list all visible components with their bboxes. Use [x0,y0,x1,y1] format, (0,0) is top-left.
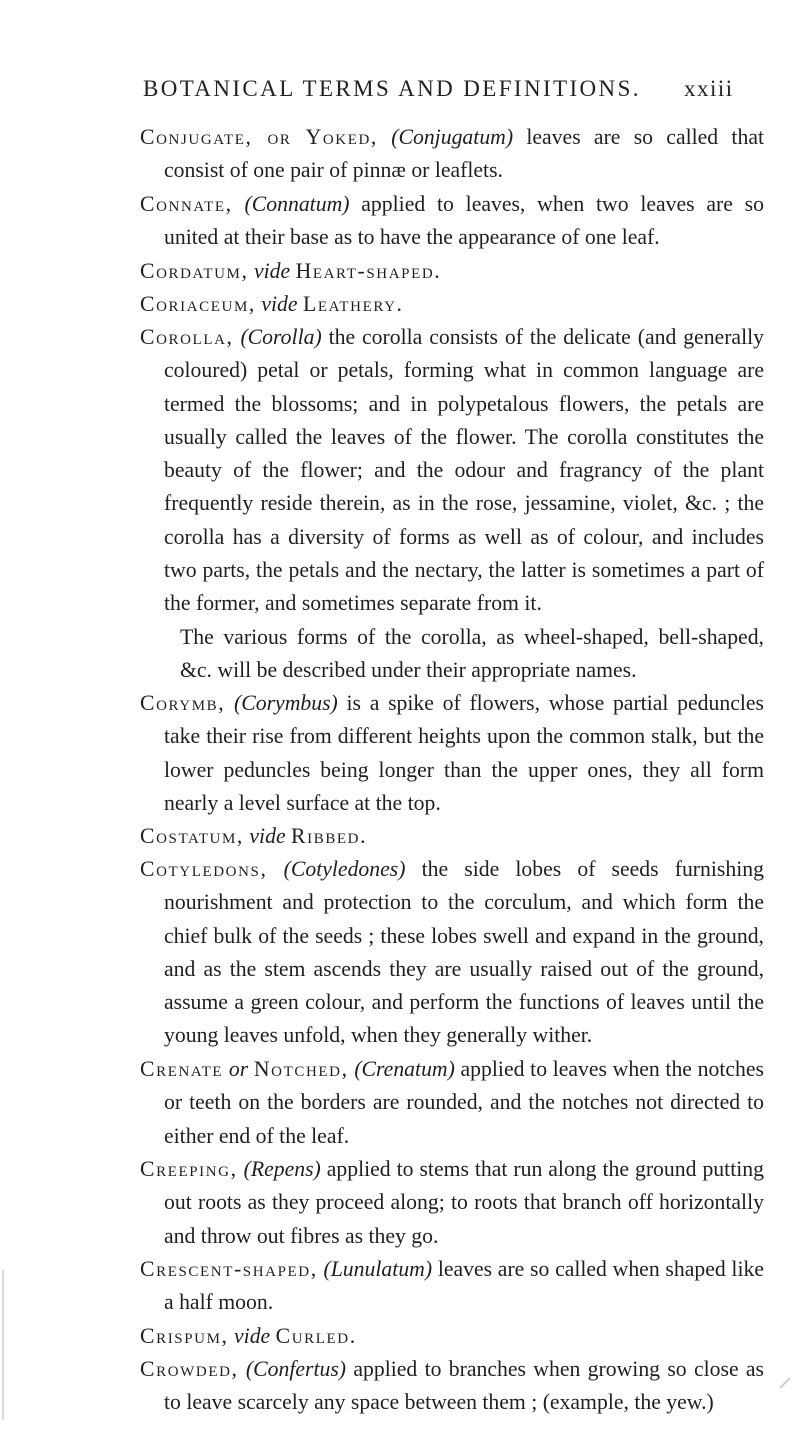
running-title: BOTANICAL TERMS AND DEFINITIONS. [143,76,641,101]
entry-latin-name: (Confertus) [245,1357,347,1381]
entry-term-alt: Notched, [253,1057,349,1081]
entry-definition: the side lobes of seeds furnishing nourishment and protection to the corculum, and which form the chief bulk of the seeds ; these lobes swell and expand in the ground, and as the stem ascends they are usually raised out of the ground, assume a green colour, and perform the functions of leaves until the young leaves unfold, when they generally wither. [164,857,764,1048]
page-edge-shadow [2,1270,4,1420]
entry-term: Cotyledons, [140,857,268,881]
entry-definition: applied to stems that run along the ground putting out roots as they proceed along; to roots that branch off horizontally and throw out fibres as they go. [164,1157,764,1248]
entry-crowded [140,1353,764,1420]
entry-latin-name: (Corymbus) [234,691,338,715]
entry-crispum [140,1320,764,1353]
entry-connate [140,188,764,255]
entry-term: Corymb, [140,691,226,715]
entry-term: Conjugate, or Yoked, [140,125,378,149]
entry-vide: vide [261,292,298,316]
entry-vide: vide [253,259,291,283]
entry-term: Coriaceum, [140,292,256,316]
entry-definition: applied to branches when growing so close as to leave scarcely any space between them ; (example, the yew.) [164,1357,765,1415]
entry-costatum [140,820,764,853]
entry-cordatum [140,255,764,288]
entry-creeping [140,1153,764,1253]
entry-term: Crispum, [140,1324,229,1348]
entry-crescent-shaped [140,1253,764,1320]
entry-cross-reference: Leathery. [302,292,404,316]
entry-conjugate [140,121,764,188]
entry-latin-name: (Lunulatum) [323,1257,433,1281]
entry-definition: leaves are so called when shaped like a half moon. [164,1257,764,1315]
entry-definition: leaves are so called that consist of one pair of pinnæ or leaflets. [164,125,764,183]
entry-cross-reference: Ribbed. [291,824,368,848]
entry-latin-name: (Crenatum) [354,1057,455,1081]
entry-definition: applied to leaves, when two leaves are so united at their base as to have the appearance of one leaf. [164,192,764,250]
entry-definition: is a spike of flowers, whose partial peduncles take their rise from different heights upon the common stalk, but the lower peduncles being longer than the upper ones, they all form nearly a level surface at the top. [164,691,764,815]
entry-or: or [228,1057,249,1081]
entry-term: Crenate [140,1057,224,1081]
entry-term: Corolla, [140,325,234,349]
entry-cross-reference: Heart-shaped. [295,259,442,283]
entry-term: Cordatum, [140,259,249,283]
entry-corymb [140,687,764,820]
entry-cross-reference: Curled. [275,1324,357,1348]
entry-vide: vide [249,824,286,848]
entry-latin-name: (Cotyledones) [283,857,406,881]
entry-paragraph: The various forms of the corolla, as wheel-shaped, bell-shaped, &c. will be described under their appropriate names. [180,624,764,682]
entry-term: Creeping, [140,1157,238,1181]
entry-vide: vide [234,1324,271,1348]
entry-cotyledons [140,853,764,1053]
entry-latin-name: (Corolla) [240,325,322,349]
entry-coriaceum [140,288,764,321]
entry-term: Connate, [140,192,233,216]
entry-latin-name: (Conjugatum) [391,125,514,149]
entry-definition: applied to leaves when the notches or teeth on the borders are rounded, and the notches not directed to either end of the leaf. [164,1057,764,1148]
entry-latin-name: (Connatum) [244,192,350,216]
page-number: xxiii [684,76,734,101]
entry-definition: the corolla consists of the delicate (and generally coloured) petal or petals, forming what in common language are termed the blossoms; and in polypetalous flowers, the petals are usually called the leaves of the flower. The corolla constitutes the beauty of the flower; and the odour and fragrancy of the plant frequently reside therein, as in the rose, jessamine, violet, &c. ; the corolla has a diversity of forms as well as of colour, and includes two parts, the petals and the nectary, the latter is sometimes a part of the former, and sometimes separate from it. [164,325,765,616]
page-header [0,76,800,116]
entry-term: Costatum, [140,824,244,848]
page-corner-fold [779,1377,790,1388]
entry-term: Crowded, [140,1357,239,1381]
entry-term: Crescent-shaped, [140,1257,318,1281]
entry-latin-name: (Repens) [243,1157,321,1181]
entry-corolla [140,321,764,687]
entry-crenate [140,1053,764,1153]
